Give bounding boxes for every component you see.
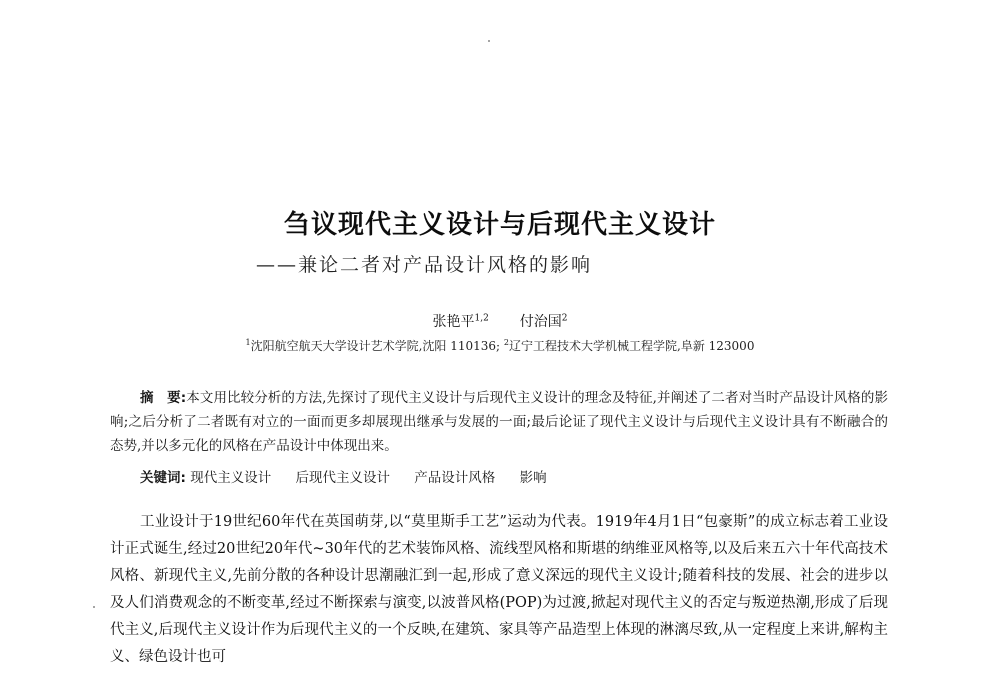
keywords-label: 关键词: — [140, 470, 186, 486]
author-name: 付治国 — [519, 314, 562, 330]
body-paragraph: 工业设计于19世纪60年代在英国萌芽,以“莫里斯手工艺”运动为代表。1919年4月1日“包豪斯”的成立标志着工业设计正式诞生,经过20世纪20年代~30年代的艺术装饰风格、流线型风格和斯堪的纳维亚风格等,以及后来五六十年代高技术风格、新现代主义,先前分散的各种设计思潮融汇到一起,形成了意义深远的现代主义设计;随着科技的发展、社会的进步以及人们消费观念的不断变革,经过不断探索与演变,以波普风格(POP)为过渡,掀起对现代主义的否定与叛逆热潮,形成了后现代主义,后现代主义设计作为后现代主义的一个反映,在建筑、家具等产品造型上体现的淋漓尽致,从一定程度上来讲,解构主义、绿色设计也可 — [110, 514, 888, 665]
abstract-label: 摘 要: — [140, 390, 187, 406]
author-line — [0, 311, 1000, 331]
affil-mark: 2 — [503, 338, 510, 347]
keyword: 影响 — [519, 470, 547, 486]
keywords — [140, 466, 567, 486]
affiliation: 沈阳航空航天大学设计艺术学院,沈阳 110136; — [250, 339, 501, 353]
abstract-text: 本文用比较分析的方法,先探讨了现代主义设计与后现代主义设计的理念及特征,并阐述了二者对当时产品设计风格的影响;之后分析了二者既有对立的一面而更多却展现出继承与发展的一面;最后论证了现代主义设计与后现代主义设计具有不断融合的态势,并以多元化的风格在产品设计中体现出来。 — [110, 390, 888, 454]
scan-speck — [93, 606, 95, 608]
paper-title: 刍议现代主义设计与后现代主义设计 — [283, 210, 716, 240]
affiliation-line — [0, 337, 1000, 354]
affil-mark: 1 — [245, 338, 251, 347]
author-affil-mark: 2 — [561, 313, 568, 324]
keyword: 后现代主义设计 — [295, 470, 390, 486]
author-affil-mark: 1,2 — [474, 313, 489, 324]
paper-subtitle: ——兼论二者对产品设计风格的影响 — [256, 254, 593, 276]
keyword: 现代主义设计 — [190, 470, 272, 486]
scan-speck — [488, 40, 490, 42]
author-name: 张艳平 — [432, 314, 475, 330]
affiliation: 辽宁工程技术大学机械工程学院,阜新 123000 — [509, 339, 755, 353]
abstract — [110, 386, 888, 458]
keyword: 产品设计风格 — [414, 470, 496, 486]
